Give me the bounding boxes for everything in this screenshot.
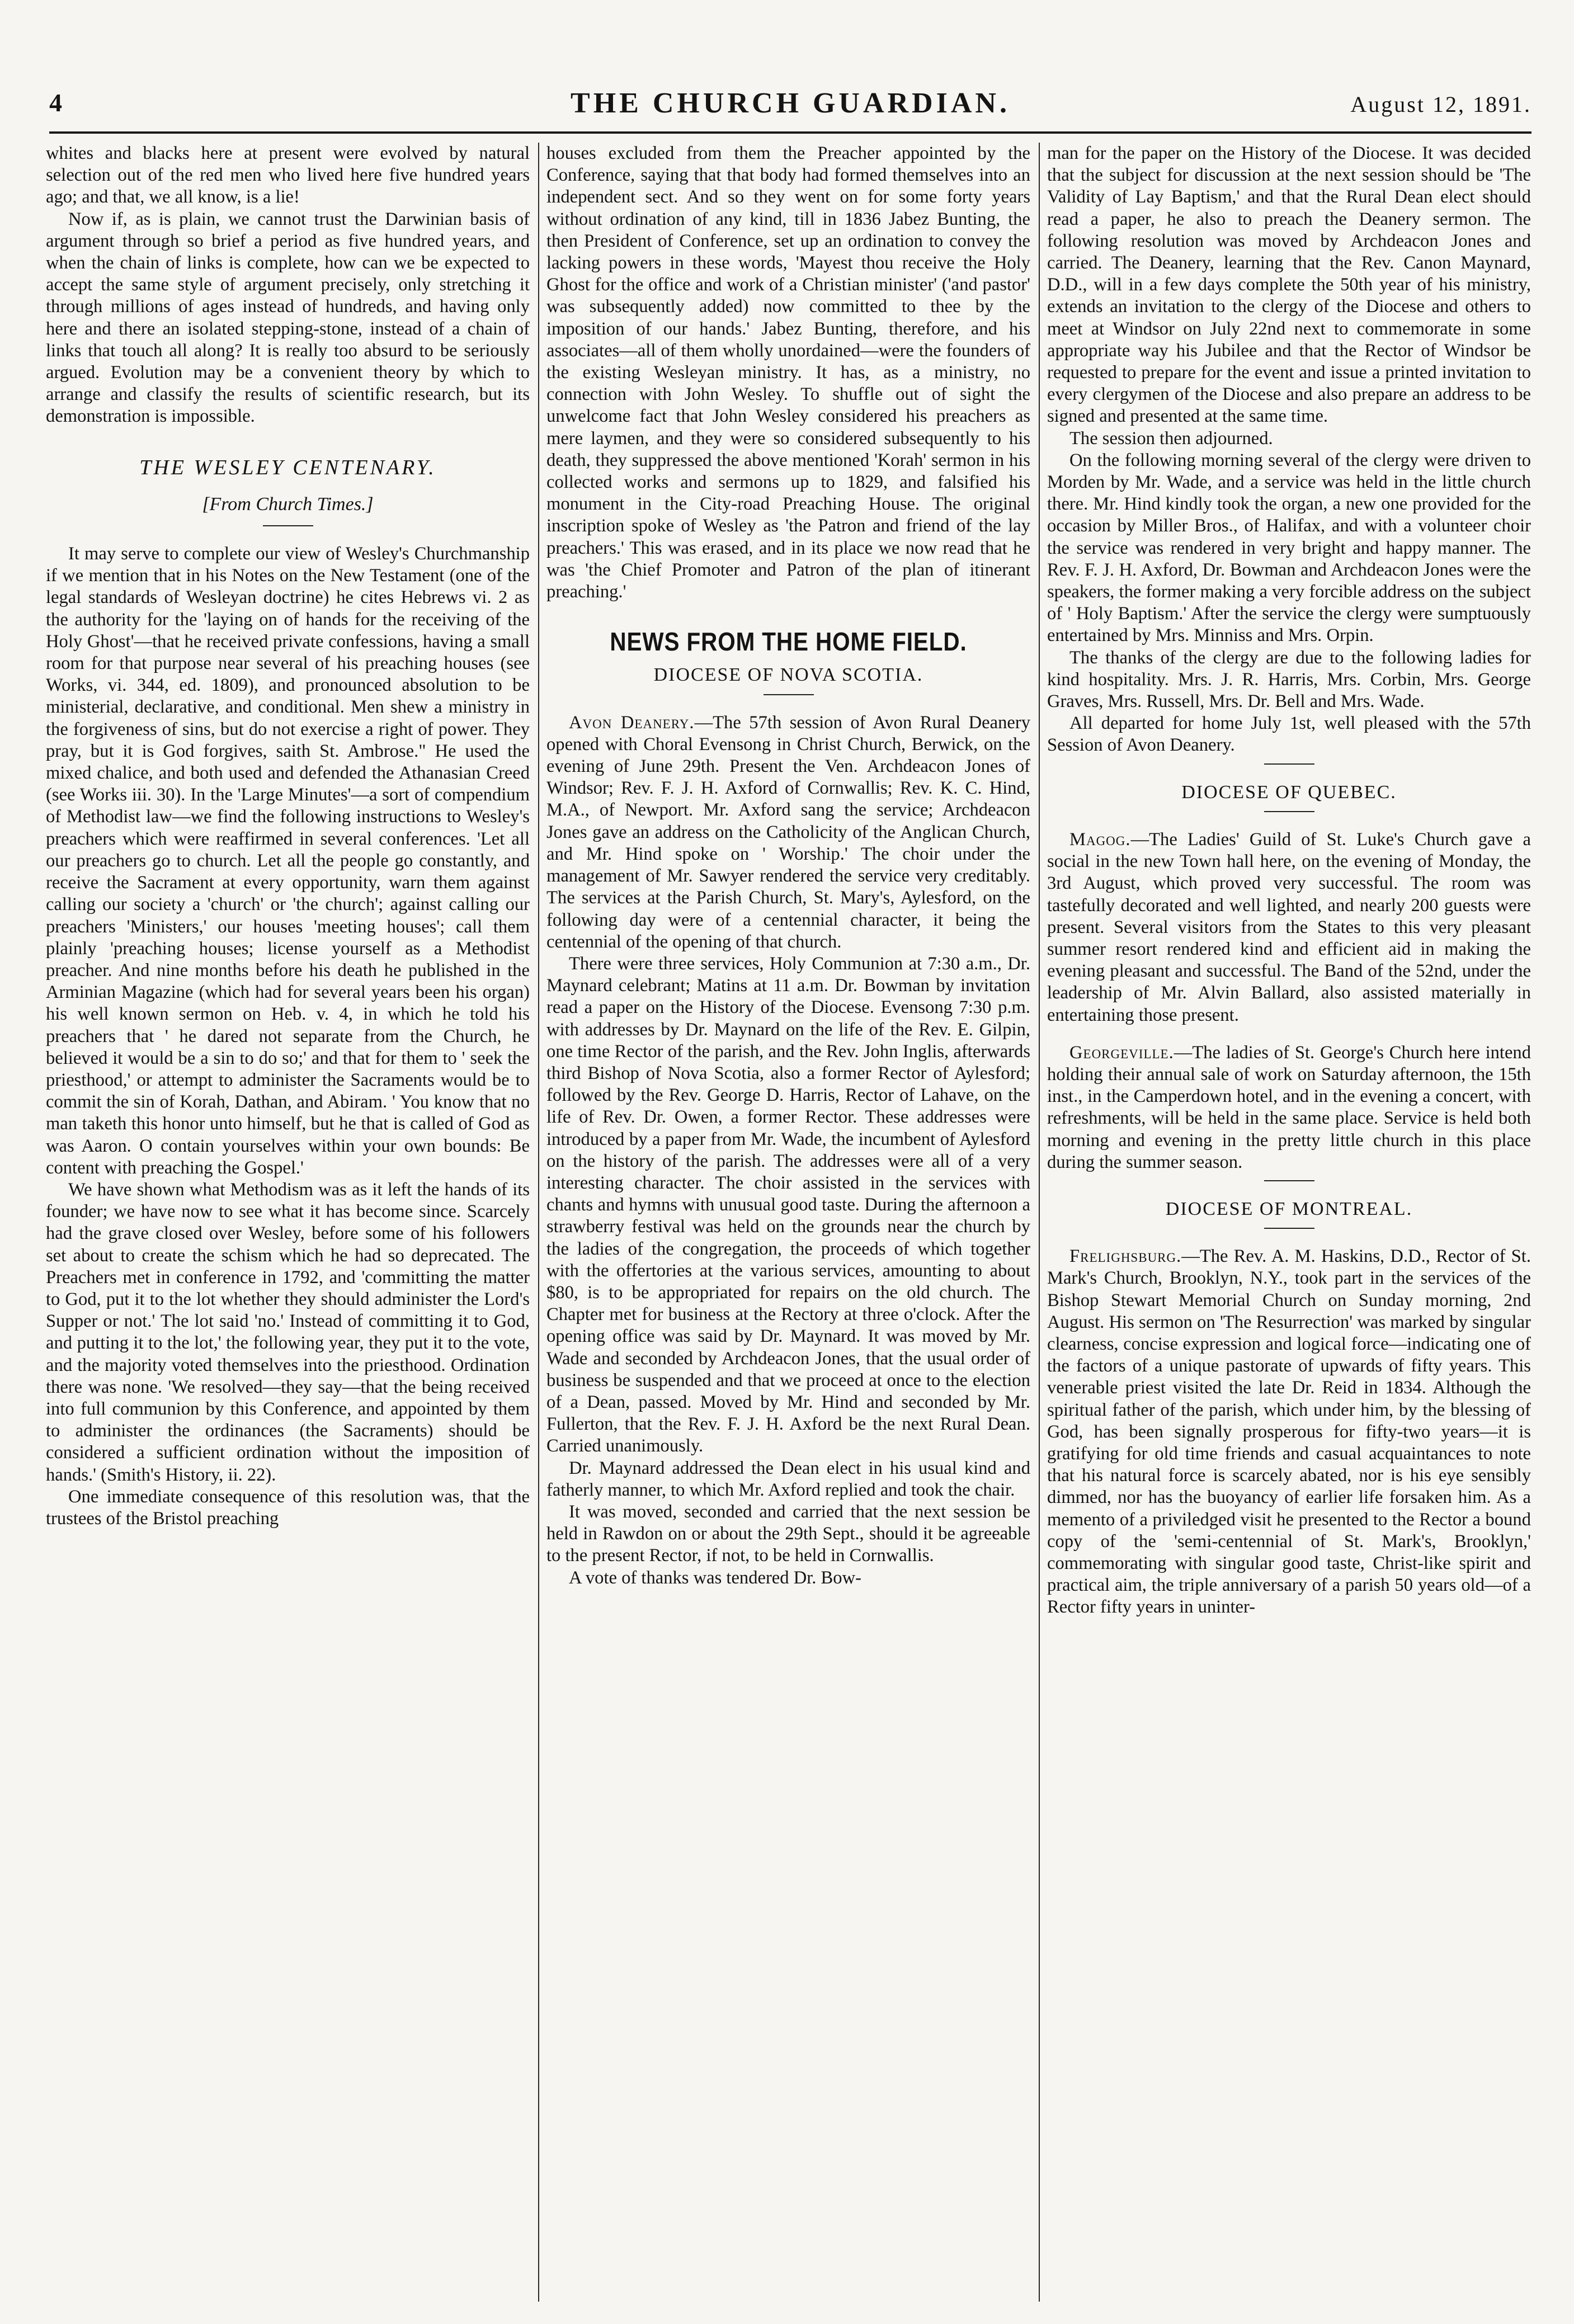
place-name: Frelighsburg. bbox=[1069, 1246, 1182, 1267]
issue-date: August 12, 1891. bbox=[1350, 92, 1531, 117]
article-source: [From Church Times.] bbox=[202, 493, 374, 515]
news-text: —The Ladies' Guild of St. Luke's Church gave a social in the new Town hall here, on the evening of Monday, the 3rd August, which proved very successful. The room was tastefully decorated and well lighted, and nearly 200 guests were present. Several visitors from the States to this very pleasant summer resort rendered kind and efficient aid in making the evening pleasant and successful. The Band of the 52nd, under the leadership of Mr. Alvin Ballard, also assisted materially in entertaining those present. bbox=[1047, 829, 1531, 1025]
place-name: Avon Deanery. bbox=[569, 712, 695, 733]
article-paragraph: We have shown what Methodism was as it left the hands of its founder; we have now to see what it has become since. Scarcely had the grave closed over Wesley, before some of his followers set about to create the schism which he had so deprecated. The Preachers met in conference in 1792, and 'committing the matter to God, put it to the lot whether they should administer the Lord's Supper or not.' The lot said 'no.' Instead of committing it to God, and putting it to the lot,' the following year, they put it to the vote, and the majority voted themselves into the priesthood. Ordination there was none. 'We resolved—they say—that the being received into full communion by this Conference, and appointed by them to administer the ordinances (the Sacraments) should be considered a sufficient ordination without the imposition of hands.' (Smith's History, ii. 22). bbox=[46, 1179, 530, 1485]
column-divider bbox=[538, 143, 539, 2302]
article-paragraph: All departed for home July 1st, well pleased with the 57th Session of Avon Deanery. bbox=[1047, 713, 1531, 756]
short-divider bbox=[1264, 811, 1314, 812]
article-paragraph: It was moved, seconded and carried that the next session be held in Rawdon on or about the 29th Sept., should it be agreeable to the present Rector, if not, to be held in Cornwallis. bbox=[546, 1501, 1030, 1566]
short-divider bbox=[1264, 763, 1314, 765]
diocese-heading: DIOCESE OF QUEBEC. bbox=[1181, 781, 1397, 803]
article-paragraph: One immediate consequence of this resolution was, that the trustees of the Bristol preaching bbox=[46, 1486, 530, 1529]
section-title: THE WESLEY CENTENARY. bbox=[139, 455, 436, 479]
article-paragraph: On the following morning several of the clergy were driven to Morden by Mr. Wade, and a service was held in the little church there. Mr. Hind kindly took the organ, a new one provided for the occasion by Miller Bros., of Halifax, and with a volunteer choir the service was rendered in very bright and happy manner. The Rev. F. J. H. Axford, Dr. Bowman and Archdeacon Jones were the speakers, the former making a very forcible address on the subject of ' Holy Baptism.' After the service the clergy were sumptuously entertained by Mrs. Minniss and Mrs. Orpin. bbox=[1047, 450, 1531, 646]
place-name: Georgeville. bbox=[1069, 1042, 1174, 1063]
diocese-heading: DIOCESE OF NOVA SCOTIA. bbox=[653, 664, 923, 686]
diocese-heading: DIOCESE OF MONTREAL. bbox=[1165, 1198, 1413, 1219]
article-paragraph: The thanks of the clergy are due to the following ladies for kind hospitality. Mrs. J. R. Harris, Mrs. Corbin, Mrs. George Graves, Mrs. Russell, Mrs. Dr. Bell and Mrs. Wade. bbox=[1047, 647, 1531, 712]
short-divider bbox=[1264, 1228, 1314, 1229]
article-paragraph: There were three services, Holy Communion at 7:30 a.m., Dr. Maynard celebrant; Matins at 11 a.m. Dr. Bowman by invitation read a paper on the History of the Diocese. Evensong 7:30 p.m. with addresses by Dr. Maynard on the life of the Rev. E. Gilpin, one time Rector of the parish, and the Rev. John Inglis, afterwards third Bishop of Nova Scotia, also a former Rector of Aylesford; followed by the Rev. George D. Harris, Rector of Lahave, on the life of Rev. Dr. Owen, a former Rector. These addresses were introduced by a paper from Mr. Wade, the incumbent of Aylesford on the history of the parish. The addresses were all of a very interesting character. The choir assisted in the services with chants and hymns with unusual good taste. During the afternoon a strawberry festival was held on the grounds near the church by the ladies of the congregation, the proceeds of which together with the offertories at the various services, amounting to about $80, is to be appropriated for repairs on the old church. The Chapter met for business at the Rectory at three o'clock. After the opening office was said by Dr. Maynard. It was moved by Mr. Wade and seconded by Archdeacon Jones, that the usual order of business be suspended and that we proceed at once to the election of a Dean, passed. Moved by Mr. Hind and seconded by Mr. Fullerton, that the Rev. F. J. H. Axford be the next Rural Dean. Carried unanimously. bbox=[546, 953, 1030, 1456]
news-text: —The ladies of St. George's Church here intend holding their annual sale of work on Saturday afternoon, the 15th inst., in the Camperdown hotel, and in the evening a concert, with refreshments, will be held in the same place. Service is held both morning and evening in the pretty little church in this place during the summer season. bbox=[1047, 1042, 1531, 1172]
article-paragraph: Now if, as is plain, we cannot trust the Darwinian basis of argument through so brief a period as five hundred years, and when the chain of links is complete, how can we be expected to accept the same style of argument precisely, only stretching it through millions of ages instead of hundreds, and having only here and there an isolated stepping-stone, instead of a chain of links that touch all along? It is really too absurd to be seriously argued. Evolution may be a convenient theory by which to arrange and classify the results of scientific research, but its demonstration is impossible. bbox=[46, 209, 530, 427]
paper-title: THE CHURCH GUARDIAN. bbox=[571, 87, 1010, 119]
short-divider bbox=[263, 525, 313, 526]
article-paragraph: Dr. Maynard addressed the Dean elect in his usual kind and fatherly manner, to which Mr. Axford replied and took the chair. bbox=[546, 1458, 1030, 1500]
column-divider bbox=[1039, 143, 1040, 2302]
article-paragraph: man for the paper on the History of the Diocese. It was decided that the subject for discussion at the next session should be 'The Validity of Lay Baptism,' and that the Rural Dean elect should read a paper, he also to preach the Deanery sermon. The following resolution was moved by Archdeacon Jones and carried. The Deanery, learning that the Rev. Canon Maynard, D.D., will in a few days complete the 50th year of his ministry, extends an invitation to the clergy of the Diocese and others to meet at Windsor on July 22nd next to commemorate in some appropriate way his Jubilee and that the Rector of Windsor be requested to prepare for the event and issue a printed invitation to every clergymen of the Diocese and also prepare an address to be signed and presented at the same time. bbox=[1047, 143, 1531, 427]
news-item bbox=[546, 712, 1030, 953]
page-number: 4 bbox=[49, 88, 62, 117]
spacer bbox=[1047, 1026, 1531, 1039]
article-paragraph: The session then adjourned. bbox=[1069, 428, 1273, 449]
news-item bbox=[1047, 1042, 1531, 1173]
column-2 bbox=[546, 143, 1030, 2302]
place-name: Magog. bbox=[1069, 829, 1131, 850]
news-text: —The 57th session of Avon Rural Deanery opened with Choral Evensong in Christ Church, Berwick, on the evening of June 29th. Present the Ven. Archdeacon Jones of Windsor; Rev. F. J. H. Axford of Cornwallis; Rev. K. C. Hind, M.A., of Newport. Mr. Axford sang the service; Archdeacon Jones gave an address on the Catholicity of the Anglican Church, and Mr. Hind spoke on ' Worship.' The choir under the management of Mr. Sawyer rendered the service very creditably. The services at the Parish Church, St. Mary's, Aylesford, on the following day were of a centennial character, it being the centennial of the opening of that church. bbox=[546, 712, 1030, 952]
news-text: —The Rev. A. M. Haskins, D.D., Rector of St. Mark's Church, Brooklyn, N.Y., took part in the services of the Bishop Stewart Memorial Church on Sunday morning, 2nd August. His sermon on 'The Resurrection' was marked by singular clearness, concise expression and logical force—indicating one of the factors of a unique pastorate of upwards of fifty years. This venerable priest visited the late Dr. Reid in 1834. Although the spiritual father of the parish, which under him, by the blessing of God, has been signally prosperous for fifty-two years—it is gratifying for old time friends and casual acquaintances to note that his natural force is scarcely abated, nor is his eye sensibly dimmed, nor has the buoyancy of earlier life forsaken him. As a memento of a priviledged visit he presented to the Rector a bound copy of the 'semi-centennial of St. Mark's, Brooklyn,' commemorating with singular good taste, Christ-like spirit and practical aim, the triple anniversary of a parish 50 years old—of a Rector fifty years in uninter- bbox=[1047, 1246, 1531, 1618]
article-paragraph: whites and blacks here at present were evolved by natural selection out of the red men who lived here five hundred years ago; and that, we all know, is a lie! bbox=[46, 143, 530, 208]
column-1 bbox=[46, 143, 530, 2302]
article-paragraph: houses excluded from them the Preacher appointed by the Conference, saying that that body had formed themselves into an independent sect. And so they went on for some forty years without ordination of any kind, till in 1836 Jabez Bunting, the then President of Conference, set up an ordination to convey the lacking powers in these words, 'Mayest thou receive the Holy Ghost for the office and work of a Christian minister' ('and pastor' was subsequently added) now committed to thee by the imposition of our hands.' Jabez Bunting, therefore, and his associates—all of them wholly unordained—were the founders of the existing Wesleyan ministry. It has, as a ministry, no connection with John Wesley. To shuffle out of sight the unwelcome fact that John Wesley considered his preachers as mere laymen, and they were so considered subsequently to his death, they suppressed the above mentioned 'Korah' sermon in his collected works and sermons up to 1829, and falsified his monument in the City-road Preaching House. The original inscription spoke of Wesley as 'the Patron and friend of the lay preachers.' This was erased, and in its place we now read that he was 'the Chief Promoter and Patron of the plan of itinerant preaching.' bbox=[546, 143, 1030, 602]
news-item bbox=[1047, 1246, 1531, 1618]
short-divider bbox=[764, 694, 814, 695]
news-item bbox=[1047, 829, 1531, 1026]
section-headline: NEWS FROM THE HOME FIELD. bbox=[610, 627, 967, 657]
short-divider bbox=[1264, 1180, 1314, 1181]
masthead bbox=[49, 87, 1531, 134]
column-3 bbox=[1047, 143, 1531, 2302]
article-paragraph: It may serve to complete our view of Wesley's Churchmanship if we mention that in his Notes on the New Testament (one of the legal standards of Wesleyan doctrine) he cites Hebrews vi. 2 as the authority for the 'laying on of hands for the receiving of the Holy Ghost'—that he received private confessions, having a small room for that purpose near several of his preaching houses (see Works, vi. 344, ed. 1809), and pronounced absolution to be ministerial, declarative, and conditional. Men shew a ministry in the forgiveness of sins, but do not exercise a right of power. They pray, but it is God forgives, saith St. Ambrose." He used the mixed chalice, and both used and defended the Athanasian Creed (see Works iii. 30). In the 'Large Minutes'—a sort of compendium of Methodist law—we find the following instructions to Wesley's preachers which were reaffirmed in several conferences. 'Let all our preachers go to church. Let all the people go constantly, and receive the Sacrament at every opportunity, warn them against calling our society a 'church' or 'the church'; against calling our preachers 'Ministers,' our houses 'meeting houses'; call them plainly 'preaching houses; license yourself as a Methodist preacher. And nine months before his death he published in the Arminian Magazine (which had for several years been his organ) his well known sermon on Heb. v. 4, in which he told his preachers that ' he dared not separate from the Church, he believed it would be a sin to do so;' and that for them to ' seek the priesthood,' or attempt to administer the Sacraments would be to commit the sin of Korah, Dathan, and Abiram. ' You know that no man taketh this honor unto himself, but he that is called of God as was Aaron. O contain yourselves within your own bounds: Be content with preaching the Gospel.' bbox=[46, 544, 530, 1178]
article-paragraph: A vote of thanks was tendered Dr. Bow- bbox=[569, 1567, 861, 1588]
